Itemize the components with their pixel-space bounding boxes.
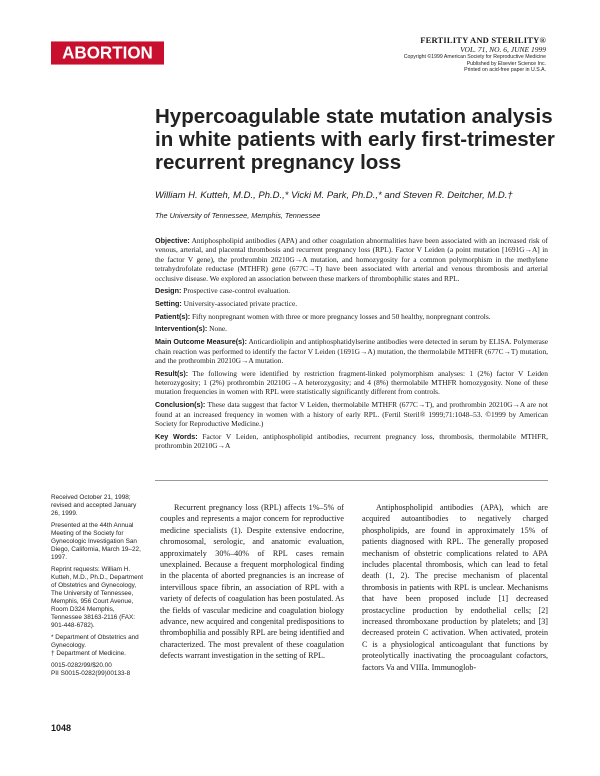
dept-obgyn-note: * Department of Obstetrics and Gynecology. (51, 634, 139, 649)
section-badge: ABORTION (51, 41, 164, 64)
abstract-results (155, 369, 548, 397)
journal-name: FERTILITY AND STERILITY® (420, 35, 546, 45)
objective-label: Objective: (155, 236, 190, 245)
abstract (155, 236, 548, 454)
abstract-setting (155, 299, 548, 308)
patients-text: Fifty nonpregnant women with three or more pregnancy losses and 50 healthy, nonpregnant controls. (192, 311, 491, 321)
setting-text: University-associated private practice. (183, 299, 298, 309)
journal-header (286, 35, 546, 74)
received-note: Received October 21, 1998; revised and accepted January 26, 1999. (51, 494, 137, 517)
abstract-keywords (155, 432, 548, 451)
author-list: William H. Kutteh, M.D., Ph.D.,* Vicki M. Park, Ph.D.,* and Steven R. Deitcher, M.D.† (155, 190, 513, 201)
body-paragraph-2: Antiphospholipid antibodies (APA), which are acquired autoantibodies to negatively charged phospholipids, are found in approximately 15% of patients diagnosed with RPL. The generally proposed mechanism of obstetric complications related to APA includes placental thrombosis, which can lead to fetal death (1, 2). The precise mechanism of placental thrombosis in patients with RPL is unclear. Mechanisms that have been proposed include [1] decreased prostacycline production by endothelial cells; [2] increased thromboxane production by platelets; and [3] decreased protein C activation. When activated, protein C is a physiological anticoagulant that functions by proteolytically inactivating the procoagulant cofactors, factors Va and VIIIa. Immunoglob- (362, 503, 548, 672)
abstract-interventions (155, 324, 548, 333)
keywords-label: Key Words: (155, 431, 198, 441)
abstract-objective (155, 236, 548, 283)
abstract-design (155, 286, 548, 295)
body-paragraph-1: Recurrent pregnancy loss (RPL) affects 1%–5% of couples and represents a major concern for reproductive medicine specialists (1). Despite extensive endocrine, chromosomal, serologic, and anatomic evaluation, approximately 30%–40% of RPL cases remain unexplained. Because a frequent morphological finding in the placenta of aborted pregnancies is an increase of intervillous space fibrin, an association of RPL with a variety of defects of coagulation has been postulated. As the fields of vascular medicine and coagulation biology advance, new acquired and congenital predispositions to thrombophilia and possibly RPL are being identified and characterized. The most prevalent of these coagulation defects warrant investigation in the setting of RPL. (160, 503, 344, 661)
reprint-requests: Reprint requests: William H. Kutteh, M.D., Ph.D., Department of Obstetrics and Gynecology, The University of Tennessee, Memphis, 956 Court Avenue, Room D324 Memphis, Tennessee 38163-2116 (FAX: 901-448-6782). (51, 566, 143, 629)
affiliation: The University of Tennessee, Memphis, Tennessee (155, 211, 321, 220)
abstract-divider (155, 480, 548, 481)
interventions-text: None. (209, 324, 228, 334)
conclusions-text: These data suggest that factor V Leiden, thermolabile MTHFR (677C→T), and prothrombin 20210G→A are not found at an increased frequency in women with a history of early RPL. (Fertil Steril® 1999;71:1048–53. ©1999 by American Society for Reproductive Medicine.) (155, 400, 548, 428)
dept-medicine-note: † Department of Medicine. (51, 650, 126, 657)
keywords-text: Factor V Leiden, antiphospholipid antibodies, recurrent pregnancy loss, thrombosis, thermolabile MTHFR, prothrombin 20210G→A (155, 431, 549, 451)
interventions-label: Intervention(s): (155, 324, 208, 334)
journal-printing: Printed on acid-free paper in U.S.A. (464, 67, 546, 74)
abstract-outcome (155, 337, 548, 365)
journal-copyright: Copyright ©1999 American Society for Reproductive Medicine (403, 54, 546, 60)
journal-publisher: Published by Elsevier Science Inc. (466, 60, 546, 67)
abstract-patients (155, 312, 548, 321)
objective-text: Antiphospholipid antibodies (APA) and other coagulation abnormalities have been associated with an increased risk of venous, arterial, and placental thrombosis and recurrent pregnancy loss (RPL). Factor V Leiden (a point mutation [1691G→A] in the factor V gene), the prothrombin 20210G→A mutation, and homozygosity for a common polymorphism in the methylene tetrahydrofolate reductase (MTHFR) gene (677C→T) have been associated with arterial and venous thrombosis and arterial occlusive disease. We explored an association between these markers of thrombophilic states and RPL. (155, 236, 548, 283)
article-notes-sidebar (51, 494, 143, 682)
setting-label: Setting: (155, 299, 182, 309)
pii: PII S0015-0282(99)00133-8 (51, 670, 131, 677)
journal-issue: VOL. 71, NO. 6, JUNE 1999 (460, 45, 546, 54)
results-text: The following were identified by restriction fragment-linked polymorphism analyses: 1 (2%) factor V Leiden heterozygosity; 1 (2%) prothrombin 20210G→A heterozygosity; and 4 (8%) thermolabile MTHFR homozygosity. None of these mutation frequencies in women with RPL were statistically significantly different from controls. (155, 368, 548, 397)
body-column-2 (362, 502, 548, 673)
abstract-conclusions (155, 400, 548, 428)
patients-label: Patient(s): (155, 311, 191, 321)
presented-note: Presented at the 44th Annual Meeting of the Society for Gynecologic Investigation San Diego, California, March 19–22, 1997. (51, 522, 141, 561)
results-label: Result(s): (155, 368, 189, 378)
body-column-1 (160, 502, 344, 662)
issn: 0015-0282/99/$20.00 (51, 662, 112, 669)
page-number: 1048 (51, 723, 72, 733)
article-title: Hypercoagulable state mutation analysis in white patients with early first-trimester recurrent pregnancy loss (155, 105, 555, 174)
outcome-text: Anticardiolipin and antiphosphatidylserine antibodies were detected in serum by ELISA. Polymerase chain reaction was performed to identify the factor V Leiden (1691G→A) mutation, the thermolabile MTHFR (677C→T) mutation, and the prothrombin 20210G→A mutation. (155, 337, 549, 365)
design-label: Design: (155, 286, 182, 296)
outcome-label: Main Outcome Measure(s): (155, 337, 247, 347)
conclusions-label: Conclusion(s): (155, 400, 206, 410)
design-text: Prospective case-control evaluation. (183, 286, 291, 296)
